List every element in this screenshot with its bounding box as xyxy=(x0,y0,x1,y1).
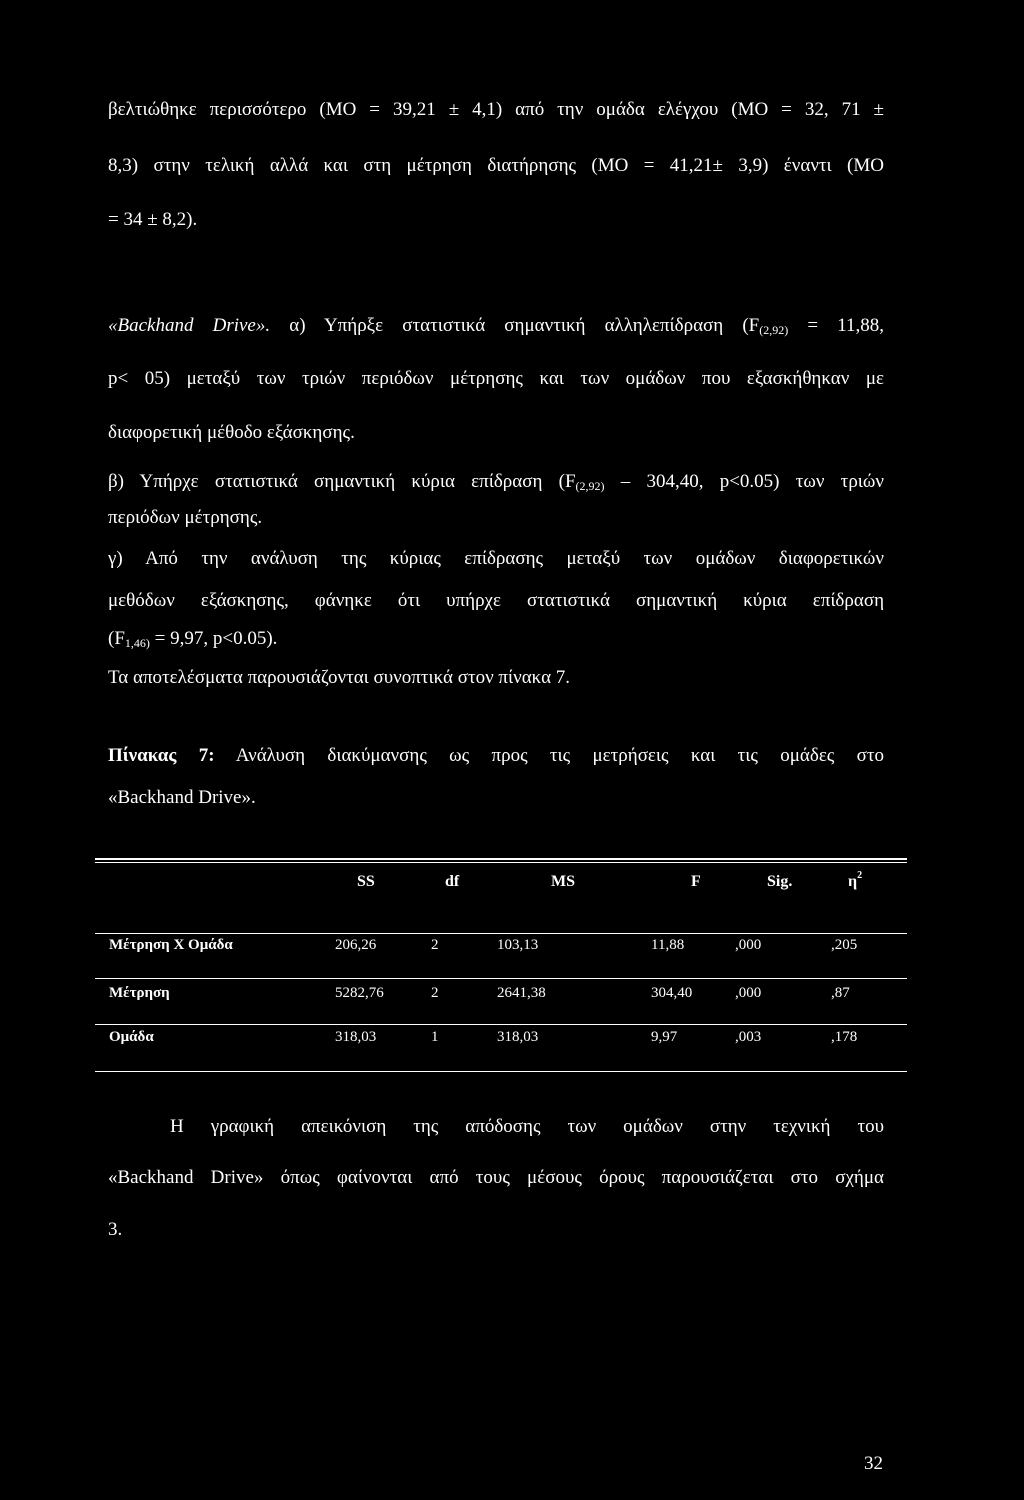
table-caption-rest: Ανάλυση διακύμανσης ως προς τις μετρήσεις και τις ομάδες στο xyxy=(214,745,885,766)
table-header-rule xyxy=(95,933,907,934)
paragraph3-sub: (2,92) xyxy=(575,479,605,493)
paragraph2-line1 xyxy=(108,314,884,338)
table-caption-line1 xyxy=(108,744,884,768)
header-eta-sup: 2 xyxy=(857,870,863,881)
paragraph4-line3-a: (F xyxy=(108,628,125,649)
paragraph1-line1: βελτιώθηκε περισσότερο (ΜΟ = 39,21 ± 4,1) από την ομάδα ελέγχου (ΜΟ = 32, 71 ± xyxy=(108,99,884,120)
row3-ss: 318,03 xyxy=(335,1029,377,1045)
header-eta xyxy=(848,870,863,891)
paragraph4-line3 xyxy=(108,627,277,651)
paragraph3-line1-a: β) Υπήρχε στατιστικά σημαντική κύρια επίδραση (F xyxy=(108,471,576,492)
table-bottom-rule xyxy=(95,1071,907,1072)
header-ss: SS xyxy=(357,873,375,890)
row3-label: Ομάδα xyxy=(109,1029,154,1045)
table-caption-label: Πίνακας 7: xyxy=(108,745,215,766)
row1-ms: 103,13 xyxy=(497,937,539,953)
row3-ms: 318,03 xyxy=(497,1029,539,1045)
header-ms: MS xyxy=(551,873,575,890)
paragraph1-line2: 8,3) στην τελική αλλά και στη μέτρηση διατήρησης (ΜΟ = 41,21± 3,9) έναντι (ΜΟ xyxy=(108,155,884,176)
paragraph1-line3: = 34 ± 8,2). xyxy=(108,209,198,230)
row3-sig: ,003 xyxy=(735,1029,762,1045)
header-df: df xyxy=(445,873,460,890)
paragraph4-sub: 1,46) xyxy=(124,636,150,650)
paragraph2-sub: (2,92) xyxy=(759,323,789,337)
row1-eta: ,205 xyxy=(831,937,858,953)
paragraph3-line1 xyxy=(108,470,884,494)
paragraph3-line2: περιόδων μέτρησης. xyxy=(108,507,263,528)
table-caption-line2: «Backhand Drive». xyxy=(108,787,256,808)
paragraph4-line1: γ) Από την ανάλυση της κύριας επίδρασης μεταξύ των ομάδων διαφορετικών xyxy=(108,548,884,569)
row1-label: Μέτρηση Χ Ομάδα xyxy=(109,937,233,953)
paragraph4-line4: Τα αποτελέσματα παρουσιάζονται συνοπτικά στον πίνακα 7. xyxy=(108,667,571,688)
paragraph4-line2: μεθόδων εξάσκησης, φάνηκε ότι υπήρχε στατιστικά σημαντική κύρια επίδραση xyxy=(108,590,884,611)
row2-ss: 5282,76 xyxy=(335,985,384,1001)
backhand-drive-heading: «Backhand Drive». xyxy=(108,315,271,336)
paragraph3-line1-b: – 304,40, p<0.05) των τριών xyxy=(604,471,885,492)
table-row-rule-2 xyxy=(95,1024,907,1025)
table-top-rule-2 xyxy=(95,862,907,863)
page-number: 32 xyxy=(864,1453,883,1474)
paragraph5-line2: «Backhand Drive» όπως φαίνονται από τους μέσους όρους παρουσιάζεται στο σχήμα xyxy=(108,1167,884,1188)
paragraph2-line1-a: α) Υπήρξε στατιστικά σημαντική αλληλεπίδραση (F xyxy=(270,315,760,336)
row2-sig: ,000 xyxy=(735,985,762,1001)
paragraph4-line3-b: = 9,97, p<0.05). xyxy=(149,628,278,649)
row1-ss: 206,26 xyxy=(335,937,377,953)
row2-f: 304,40 xyxy=(651,985,693,1001)
row1-f: 11,88 xyxy=(651,937,685,953)
paragraph2-line1-b: = 11,88, xyxy=(788,315,884,336)
paragraph5-line1: Η γραφική απεικόνιση της απόδοσης των ομάδων στην τεχνική του xyxy=(170,1116,884,1137)
paragraph2-line3: διαφορετική μέθοδο εξάσκησης. xyxy=(108,422,355,443)
table-top-rule xyxy=(95,858,907,860)
row3-df: 1 xyxy=(431,1029,439,1045)
header-f: F xyxy=(691,873,701,890)
row3-eta: ,178 xyxy=(831,1029,858,1045)
row2-df: 2 xyxy=(431,985,439,1001)
paragraph5-line3: 3. xyxy=(108,1219,123,1240)
header-eta-symbol: η xyxy=(848,873,858,890)
header-sig: Sig. xyxy=(767,873,793,890)
row1-df: 2 xyxy=(431,937,439,953)
paragraph2-line2: p< 05) μεταξύ των τριών περιόδων μέτρησης και των ομάδων που εξασκήθηκαν με xyxy=(108,368,884,389)
row2-ms: 2641,38 xyxy=(497,985,546,1001)
row3-f: 9,97 xyxy=(651,1029,678,1045)
table-row-rule-1 xyxy=(95,978,907,979)
row2-label: Μέτρηση xyxy=(109,985,170,1001)
row2-eta: ,87 xyxy=(831,985,850,1001)
row1-sig: ,000 xyxy=(735,937,762,953)
